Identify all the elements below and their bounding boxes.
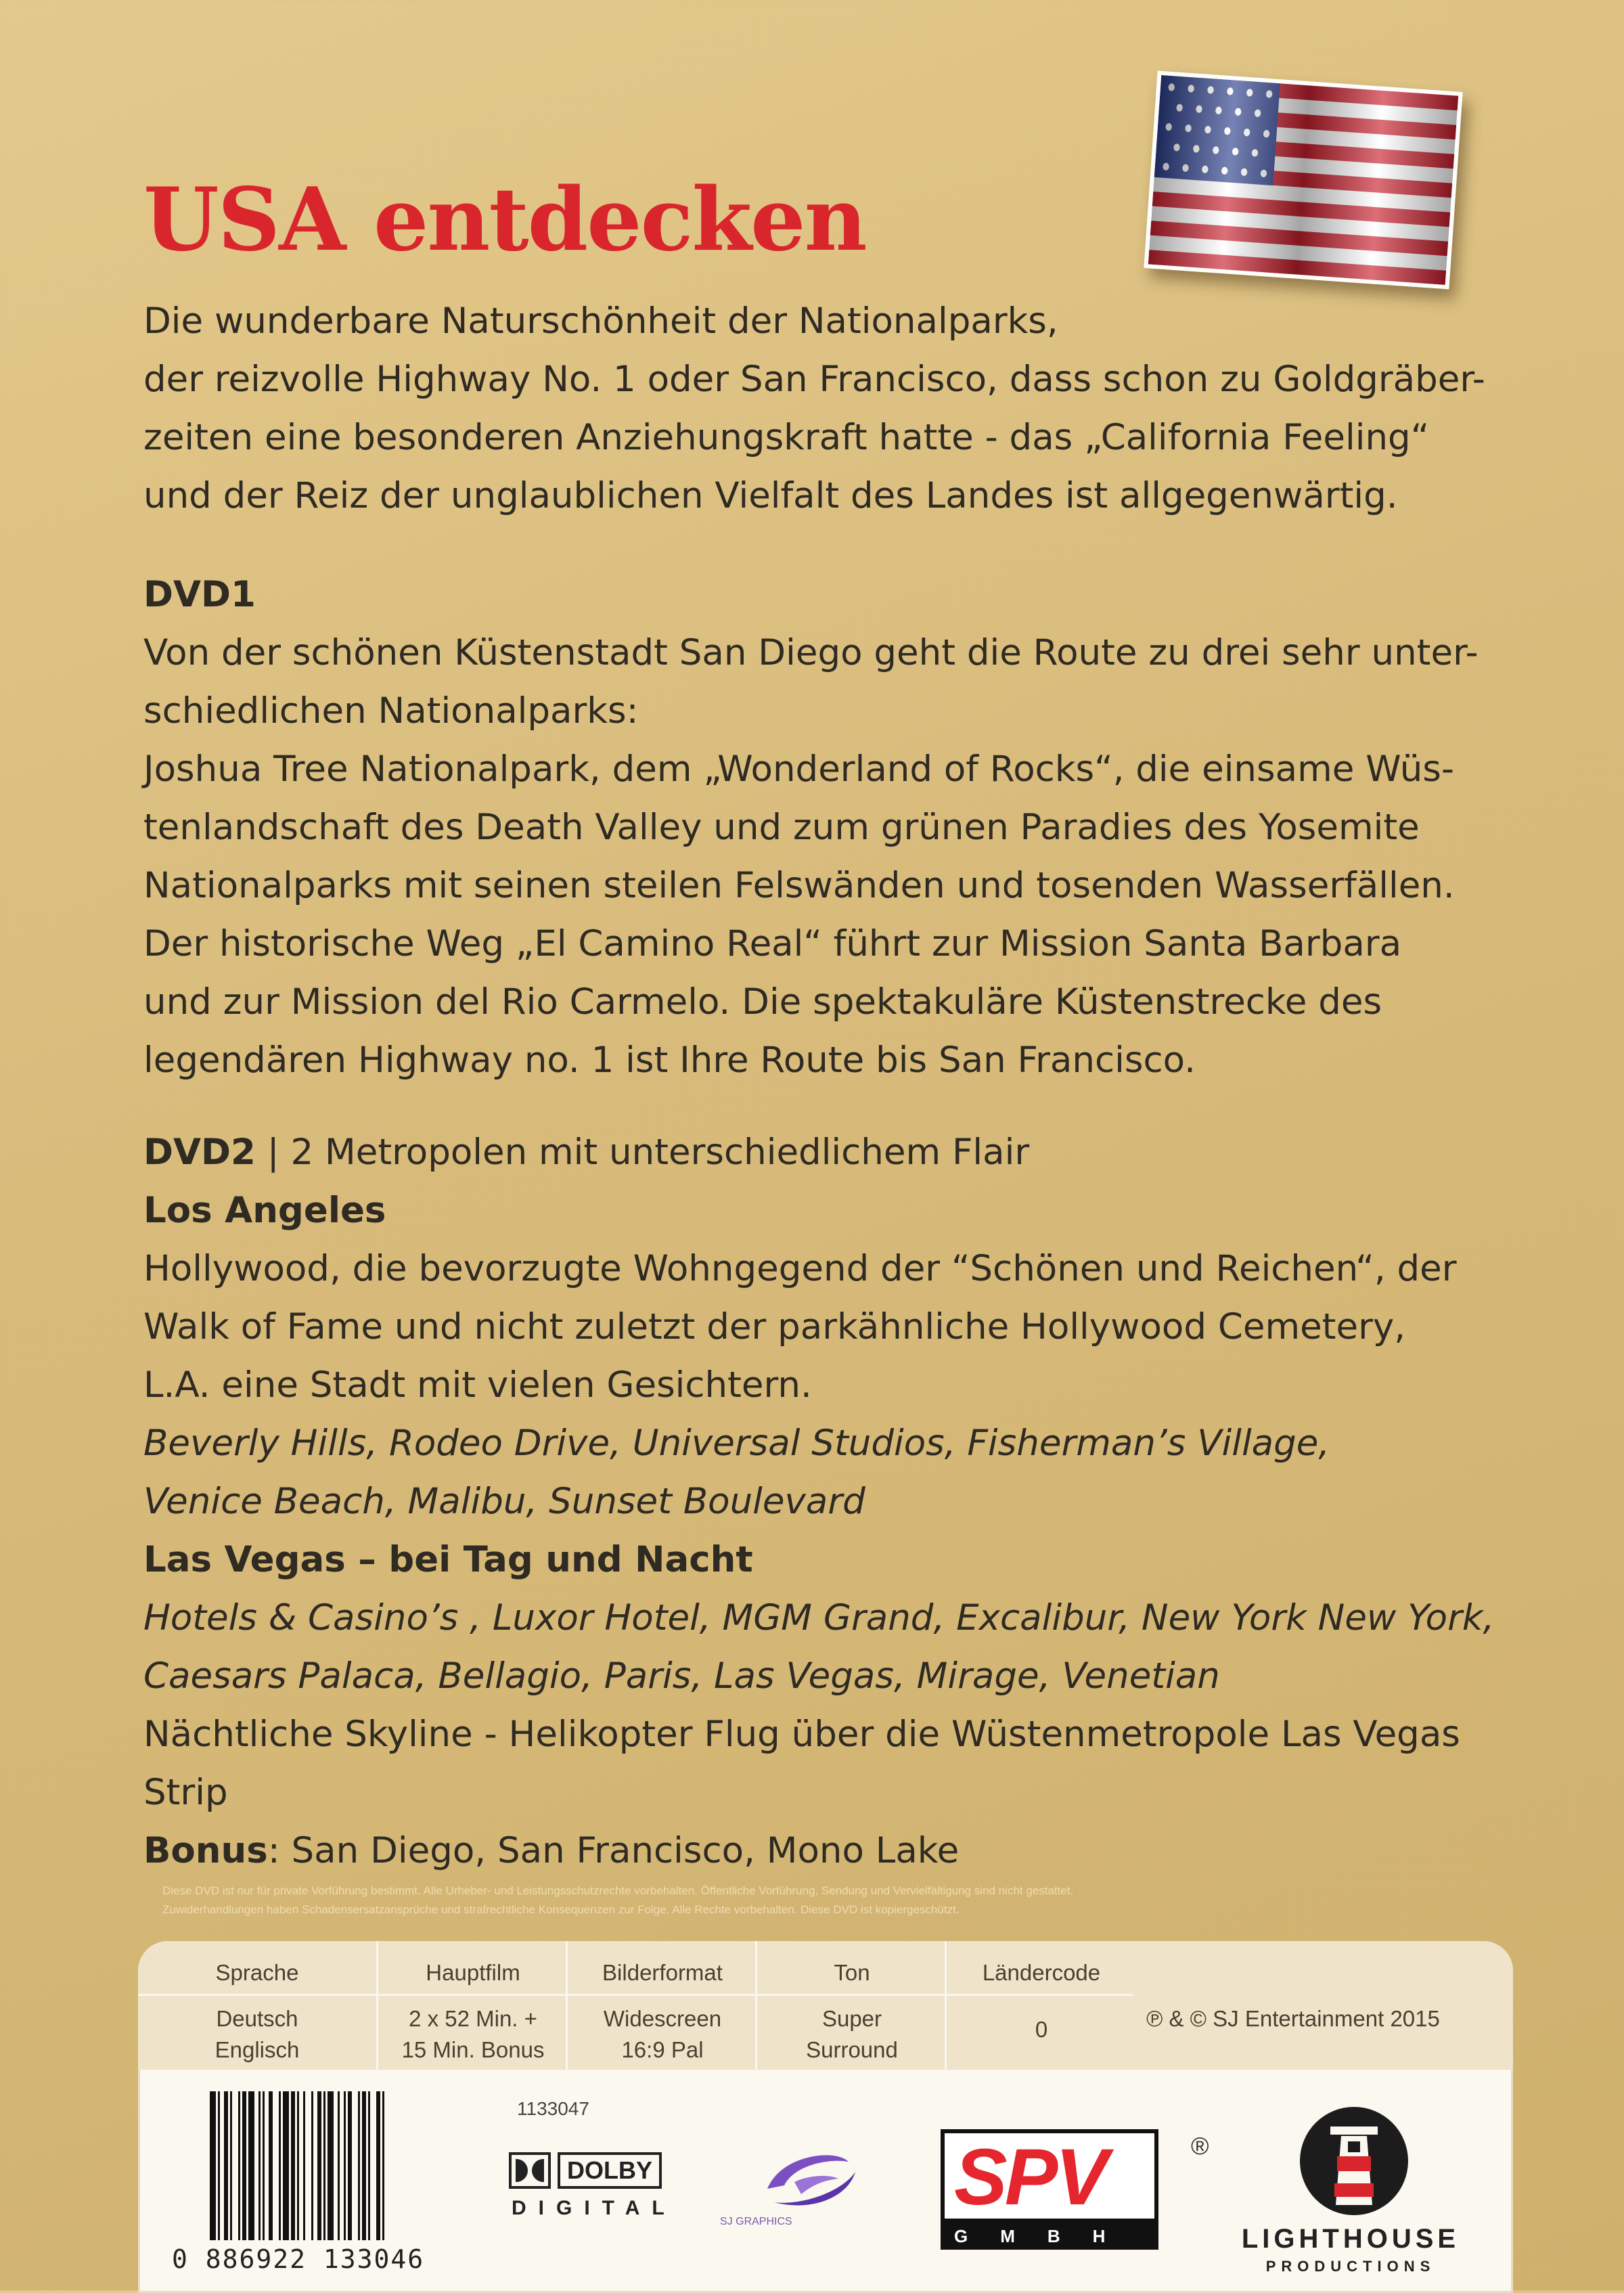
spec-table [138, 1941, 1513, 2070]
spec-value-line: Super [821, 2006, 882, 2031]
disclaimer-line: Diese DVD ist nur für private Vorführung bestimmt. Alle Urheber- und Leistungsschutzrechte vorbehalten. Öffentliche Vorführung, Sendung und Vervielfältigung sind nicht gestattet. [162, 1884, 1074, 1897]
barcode-bar [323, 2091, 325, 2240]
dvd1-line: tenlandschaft des Death Valley und zum grünen Paradies des Yosemite [143, 807, 1420, 848]
barcode-bar [248, 2091, 254, 2240]
barcode-bar [362, 2091, 366, 2240]
spec-region [945, 1941, 1136, 2070]
intro-line: und der Reiz der unglaublichen Vielfalt des Landes ist allgegenwärtig. [143, 475, 1398, 516]
spec-value-line: 0 [1035, 2017, 1048, 2042]
intro-line: der reizvolle Highway No. 1 oder San Francisco, dass schon zu Goldgräber- [143, 359, 1485, 400]
las-vegas-places: Hotels & Casino’s , Luxor Hotel, MGM Grand, Excalibur, New York New York, [143, 1597, 1495, 1639]
spec-header: Sprache [215, 1960, 299, 1985]
registered-mark: ® [1191, 2132, 1209, 2160]
spv-frame [941, 2129, 1158, 2223]
spec-value-line: 2 x 52 Min. + [409, 2006, 537, 2031]
info-panel [138, 1941, 1513, 2293]
los-angeles-heading: Los Angeles [143, 1190, 386, 1231]
barcode-bar [238, 2091, 240, 2240]
intro-line: zeiten eine besonderen Anziehungskraft hatte - das „California Feeling“ [143, 417, 1430, 458]
los-angeles-line: Hollywood, die bevorzugte Wohngegend der “Schönen und Reichen“, der [143, 1248, 1457, 1289]
bonus-label: Bonus [143, 1830, 268, 1871]
sj-swirl-icon [754, 2141, 862, 2216]
dvd2-separator: | [255, 1132, 291, 1173]
spec-value-line: 16:9 Pal [621, 2037, 704, 2062]
barcode-bar [338, 2091, 340, 2240]
barcode-bar [279, 2091, 281, 2240]
barcode-bar [291, 2091, 295, 2240]
las-vegas-heading: Las Vegas – bei Tag und Nacht [143, 1539, 753, 1580]
dvd1-line: schiedlichen Nationalparks: [143, 690, 639, 732]
dvd1-line: legendären Highway no. 1 ist Ihre Route bis San Francisco. [143, 1040, 1196, 1081]
spec-value-line: Widescreen [603, 2006, 722, 2031]
los-angeles-line: L.A. eine Stadt mit vielen Gesichtern. [143, 1364, 812, 1406]
dolby-digital-logo [509, 2152, 698, 2227]
barcode-bar [242, 2091, 246, 2240]
dvd2-heading-line [143, 1123, 1537, 1182]
las-vegas-line: Nächtliche Skyline - Helikopter Flug über die Wüstenmetropole Las Vegas Strip [143, 1714, 1460, 1813]
sj-label: SJ GRAPHICS [720, 2216, 792, 2227]
intro-text [143, 292, 1537, 525]
dvd1-heading: DVD1 [143, 574, 256, 615]
dolby-word: DOLBY [558, 2152, 662, 2189]
dvd1-line: Nationalparks mit seinen steilen Felswänden und tosenden Wasserfällen. [143, 865, 1455, 906]
los-angeles-places: Venice Beach, Malibu, Sunset Boulevard [143, 1481, 865, 1522]
barcode-bar [382, 2091, 384, 2240]
barcode-bar [311, 2091, 313, 2240]
spec-value [378, 2003, 568, 2066]
spv-word: SPV [954, 2133, 1106, 2222]
us-flag-icon [1148, 75, 1458, 285]
spec-header: Hauptfilm [426, 1960, 520, 1985]
barcode-bar [358, 2091, 360, 2240]
barcode-bar [348, 2091, 352, 2240]
barcode-bar [224, 2091, 228, 2240]
los-angeles-line: Walk of Fame und nicht zuletzt der parkähnliche Hollywood Cemetery, [143, 1306, 1406, 1348]
barcode-bar [317, 2091, 321, 2240]
spec-value-line: Englisch [215, 2037, 300, 2062]
spec-value [138, 2003, 376, 2066]
dvd1-line: und zur Mission del Rio Carmelo. Die spektakuläre Küstenstrecke des [143, 981, 1382, 1023]
page-title: USA entdecken [143, 169, 866, 271]
spec-format [566, 1941, 757, 2070]
barcode-bar [376, 2091, 380, 2240]
spec-language [138, 1941, 376, 2070]
spv-logo [941, 2129, 1157, 2251]
lighthouse-sub: PRODUCTIONS [1265, 2258, 1436, 2275]
us-flag-image [1144, 71, 1462, 290]
dvd1-line: Der historische Weg „El Camino Real“ führt zur Mission Santa Barbara [143, 923, 1402, 964]
barcode-bar [297, 2091, 299, 2240]
las-vegas-places: Caesars Palaca, Bellagio, Paris, Las Vegas, Mirage, Venetian [143, 1655, 1220, 1697]
spec-header: Bilderformat [602, 1960, 723, 1985]
bonus-text: : San Diego, San Francisco, Mono Lake [267, 1830, 960, 1871]
barcode-bar [269, 2091, 273, 2240]
spec-runtime [376, 1941, 568, 2070]
legal-disclaimer [162, 1882, 1489, 1919]
barcode-bar [230, 2091, 232, 2240]
bonus-line [143, 1822, 1537, 1880]
dvd2-section [143, 1123, 1537, 1880]
barcode-bar [368, 2091, 370, 2240]
barcode-bar [210, 2091, 216, 2240]
spv-sub: GMBH [941, 2223, 1158, 2250]
intro-line: Die wunderbare Naturschönheit der Nationalparks, [143, 300, 1058, 342]
spec-value-line: Surround [806, 2037, 898, 2062]
barcode-bar [283, 2091, 289, 2240]
los-angeles-places: Beverly Hills, Rodeo Drive, Universal Studios, Fisherman’s Village, [143, 1423, 1330, 1464]
dvd2-subtitle: 2 Metropolen mit unterschiedlichem Flair [290, 1132, 1030, 1173]
barcode-bar [328, 2091, 334, 2240]
dvd1-section [143, 566, 1537, 1090]
spec-audio [755, 1941, 947, 2070]
lighthouse-icon [1296, 2103, 1412, 2219]
lighthouse-name: LIGHTHOUSE [1241, 2224, 1460, 2254]
dvd1-line: Von der schönen Küstenstadt San Diego geht die Route zu drei sehr unter- [143, 632, 1479, 673]
catalog-number: 1133047 [517, 2098, 589, 2119]
barcode-bar [303, 2091, 305, 2240]
sj-logo [720, 2141, 882, 2236]
spec-value [757, 2003, 947, 2066]
barcode [172, 2091, 456, 2274]
dvd2-heading: DVD2 [143, 1132, 256, 1173]
barcode-bar [258, 2091, 261, 2240]
ean-number: 0 886922 133046 [172, 2244, 425, 2274]
spec-value [947, 2014, 1136, 2045]
spec-value [568, 2003, 757, 2066]
barcode-bar [344, 2091, 346, 2240]
barcode-bar [263, 2091, 265, 2240]
barcode-bar [218, 2091, 220, 2240]
dolby-digital-word: DIGITAL [512, 2197, 677, 2219]
spec-value-line: Deutsch [216, 2006, 298, 2031]
dolby-double-d-icon [509, 2152, 551, 2189]
spec-value-line: 15 Min. Bonus [401, 2037, 545, 2062]
copyright-notice: ℗ & © SJ Entertainment 2015 [1146, 2006, 1440, 2031]
disclaimer-line: Zuwiderhandlungen haben Schadensersatzansprüche und strafrechtliche Konsequenzen zur Folge. Alle Rechte vorbehalten. Diese DVD ist kopiergeschützt. [162, 1903, 960, 1916]
lighthouse-logo [1229, 2103, 1472, 2286]
spec-header: Ton [834, 1960, 870, 1985]
dvd1-line: Joshua Tree Nationalpark, dem „Wonderland of Rocks“, die einsame Wüs- [143, 749, 1455, 790]
barcode-icon [206, 2091, 456, 2240]
spec-header: Ländercode [982, 1960, 1101, 1985]
